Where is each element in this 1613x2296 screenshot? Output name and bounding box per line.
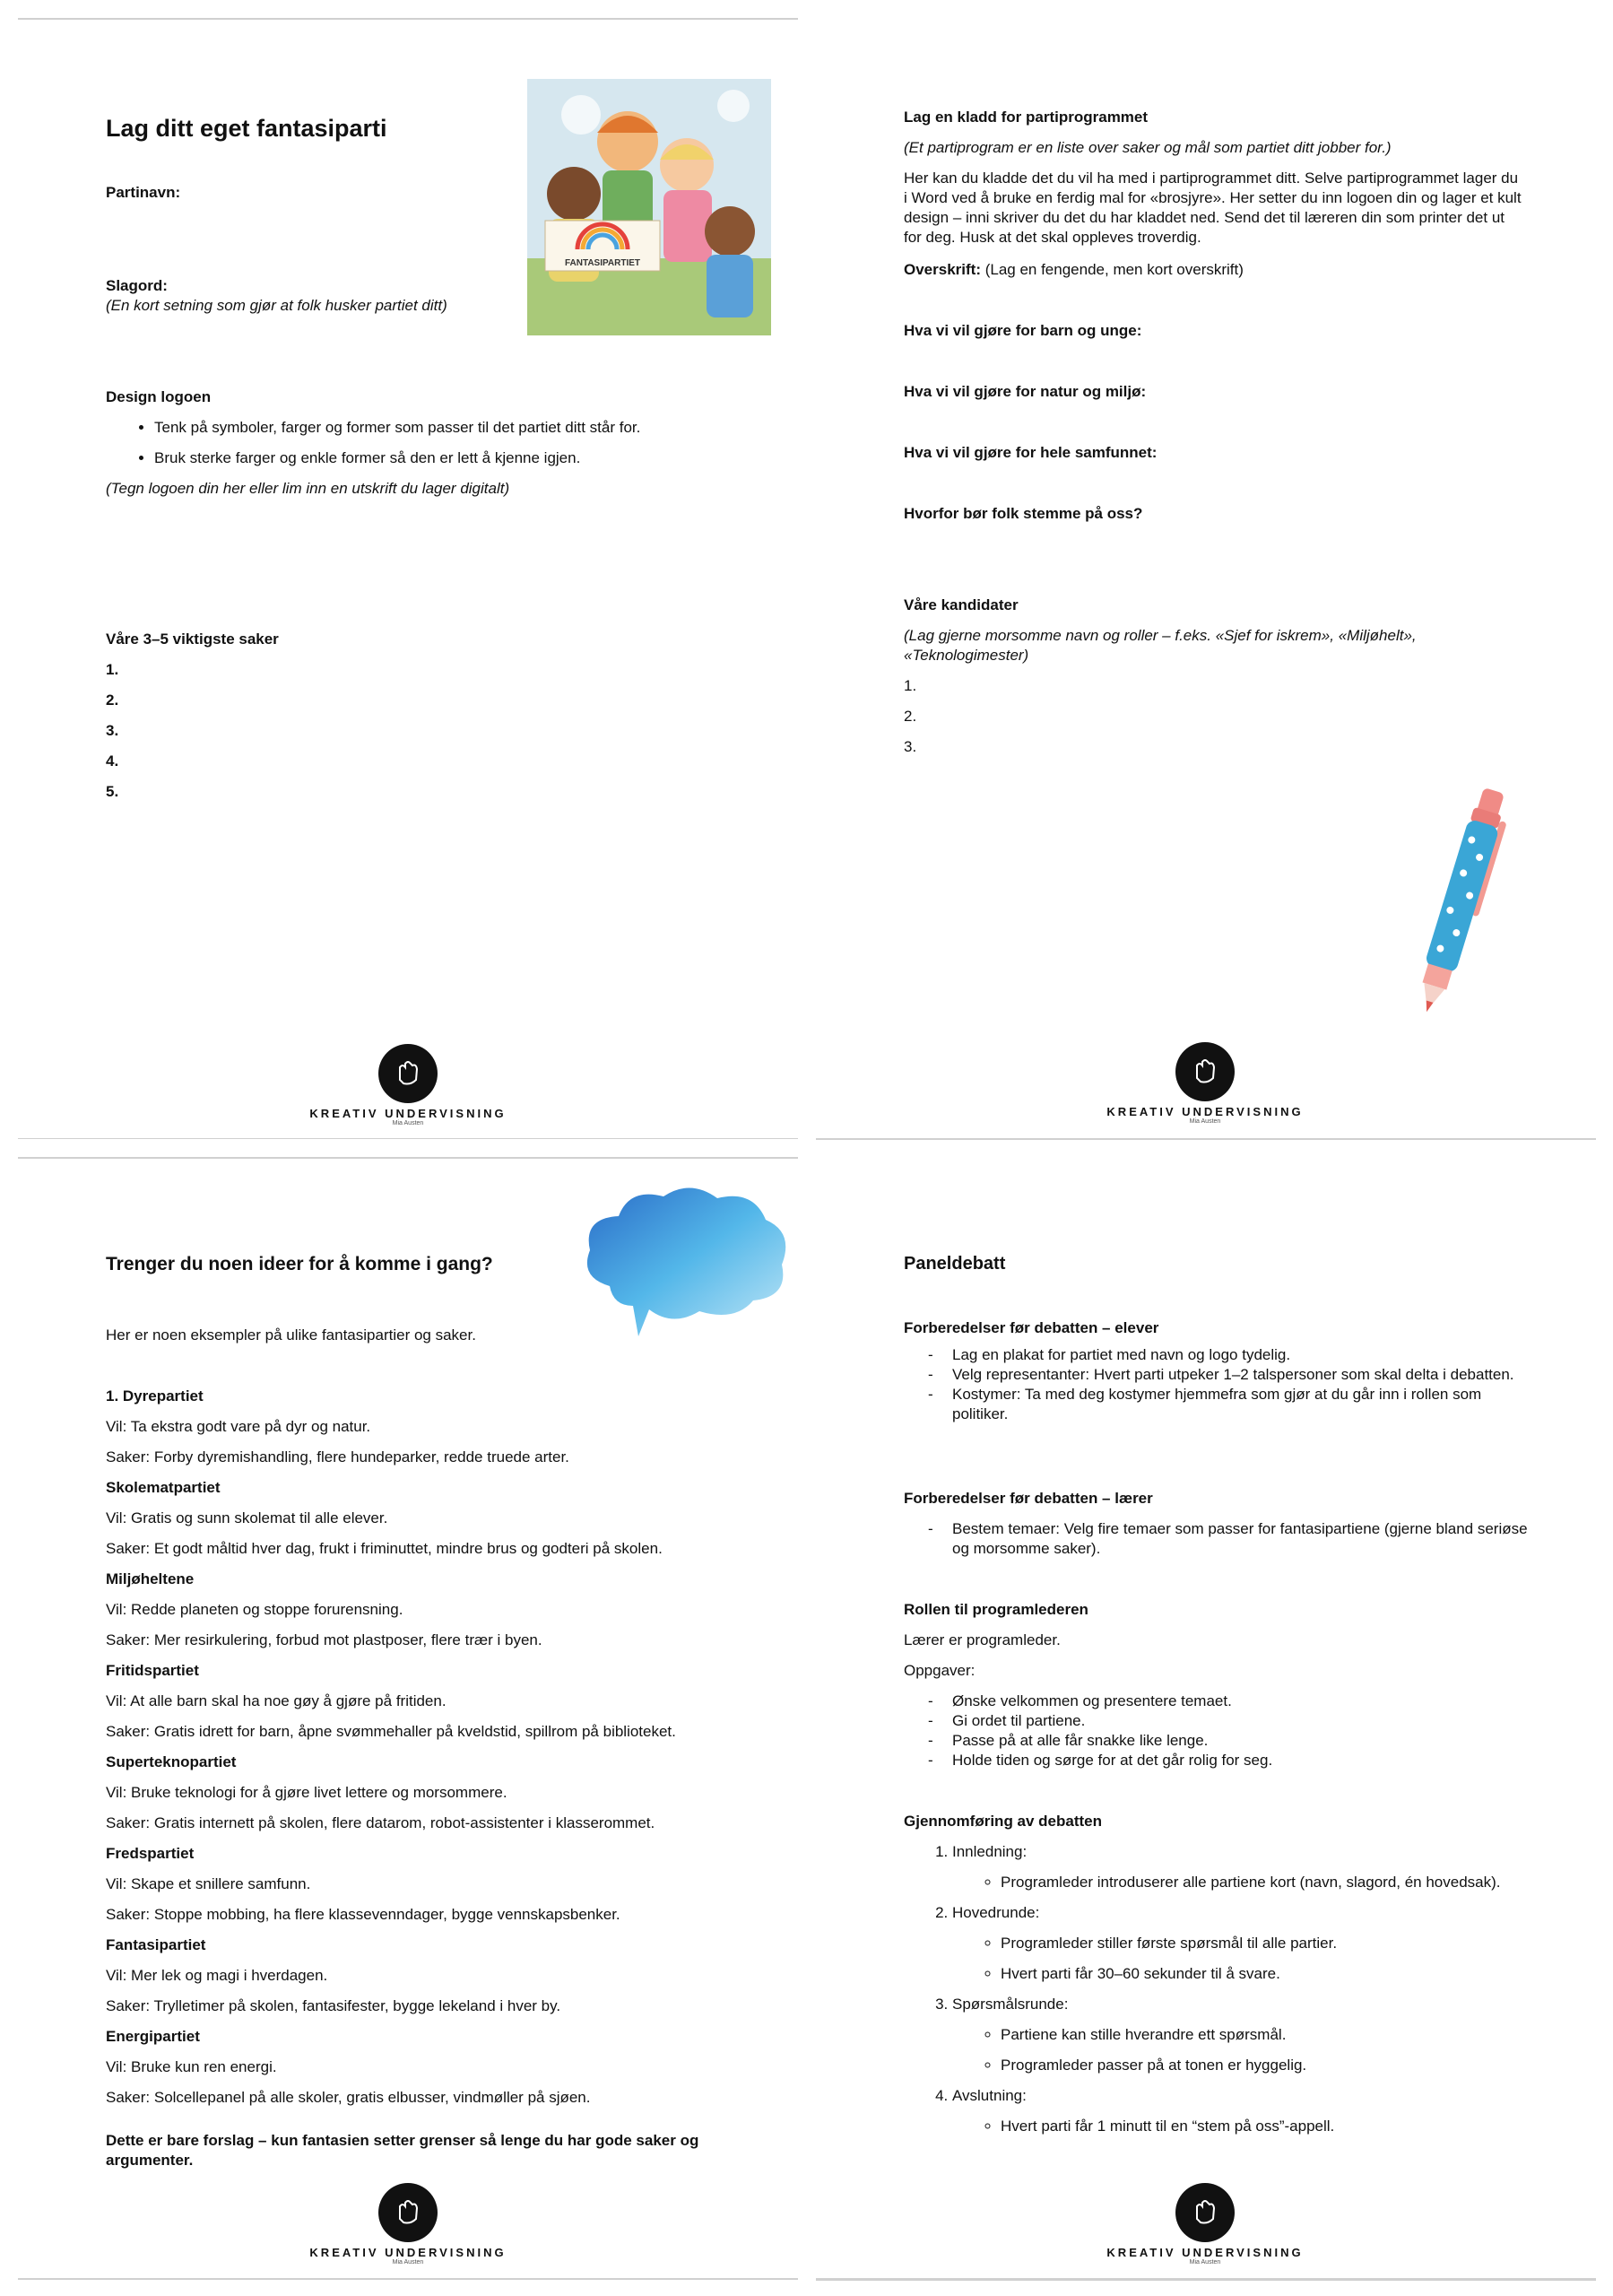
page-title: Paneldebatt <box>904 1254 1006 1274</box>
kandidater-hint: (Lag gjerne morsomme navn og roller – f.eks. «Sjef for iskrem», «Miljøhelt», «Teknologimester) <box>904 627 1417 664</box>
page-divider <box>18 1157 798 1159</box>
party-saker: Saker: Gratis internett på skolen, flere datarom, robot-assistenter i klasserommet. <box>106 1814 655 1831</box>
gjennom-heading: Gjennomføring av debatten <box>904 1813 1103 1830</box>
elever-list <box>906 1345 1535 1424</box>
kandidat-number: 3. <box>904 738 917 755</box>
sub-item: ◦ Programleder stiller første spørsmål til alle partier. <box>1001 1934 1508 1953</box>
saker-heading: Våre 3–5 viktigste saker <box>106 631 279 648</box>
party-name: Energipartiet <box>106 2028 200 2045</box>
brand-sub: Mia Austen <box>392 1120 424 1126</box>
saker-number: 5. <box>106 783 119 800</box>
hand-icon <box>1175 2183 1235 2242</box>
steps-list <box>906 1842 1508 2147</box>
sub-item: ◦ Hvert parti får 30–60 sekunder til å svare. <box>1001 1964 1508 1984</box>
question-natur: Hva vi vil gjøre for natur og miljø: <box>904 383 1147 400</box>
list-item: - Gi ordet til partiene. <box>952 1711 1535 1731</box>
brand-logo <box>1088 1042 1322 1125</box>
party-saker: Saker: Stoppe mobbing, ha flere klassevenndager, bygge vennskapsbenker. <box>106 1906 620 1923</box>
kandidat-number: 2. <box>904 708 917 725</box>
list-item: - Bestem temaer: Velg fire temaer som passer for fantasipartiene (gjerne bland seriøse og morsomme saker). <box>952 1519 1535 1559</box>
brand-sub: Mia Austen <box>1189 1118 1221 1125</box>
partinavn-label: Partinavn: <box>106 184 181 201</box>
page-title: Trenger du noen ideer for å komme i gang? <box>106 1254 493 1274</box>
party-name: Skolematpartiet <box>106 1479 221 1496</box>
party-name: Miljøheltene <box>106 1570 195 1587</box>
question-samfunn: Hva vi vil gjøre for hele samfunnet: <box>904 444 1158 461</box>
party-name: 1. Dyrepartiet <box>106 1387 204 1405</box>
brand-name: KREATIV UNDERVISNING <box>1106 2246 1304 2259</box>
sub-item: ◦ Programleder introduserer alle partiene kort (navn, slagord, én hovedsak). <box>1001 1873 1508 1892</box>
pen-illustration <box>1399 768 1524 1028</box>
list-item: • Bruk sterke farger og enkle former så den er lett å kjenne igjen. <box>154 448 800 468</box>
party-vil: Vil: Bruke kun ren energi. <box>106 2058 277 2075</box>
party-saker: Saker: Et godt måltid hver dag, frukt i friminuttet, mindre brus og godteri på skolen. <box>106 1540 663 1557</box>
overskrift-hint: (Lag en fengende, men kort overskrift) <box>980 261 1244 278</box>
brand-logo <box>291 2183 525 2266</box>
list-item: - Kostymer: Ta med deg kostymer hjemmefra som gjør at du går inn i rollen som politiker. <box>952 1385 1535 1424</box>
list-item <box>952 1903 1508 1984</box>
page-3 <box>18 1161 811 2277</box>
oppgaver-label: Oppgaver: <box>904 1662 976 1679</box>
rolle-heading: Rollen til programlederen <box>904 1601 1088 1618</box>
logo-hint: (Tegn logoen din her eller lim inn en utskrift du lager digitalt) <box>106 480 510 497</box>
party-name: Fredspartiet <box>106 1845 195 1862</box>
brand-name: KREATIV UNDERVISNING <box>309 1107 507 1120</box>
party-saker: Saker: Forby dyremishandling, flere hundeparker, redde truede arter. <box>106 1448 569 1465</box>
overskrift-label: Overskrift: <box>904 261 981 278</box>
draft-subtitle: (Et partiprogram er en liste over saker og mål som partiet ditt jobber for.) <box>904 139 1392 156</box>
party-vil: Vil: Redde planeten og stoppe forurensning. <box>106 1601 403 1618</box>
page-divider <box>816 2278 1596 2281</box>
logo-tips <box>108 418 800 479</box>
brand-sub: Mia Austen <box>392 2259 424 2266</box>
list-item: - Velg representanter: Hvert parti utpeker 1–2 talspersoner som skal delta i debatten. <box>952 1365 1535 1385</box>
saker-number: 1. <box>106 661 119 678</box>
list-item <box>952 1842 1508 1892</box>
oppgaver-list <box>906 1692 1535 1770</box>
list-item: • Tenk på symboler, farger og former som passer til det partiet ditt står for. <box>154 418 800 438</box>
party-vil: Vil: At alle barn skal ha noe gøy å gjøre på fritiden. <box>106 1692 447 1709</box>
party-vil: Vil: Ta ekstra godt vare på dyr og natur. <box>106 1418 371 1435</box>
party-vil: Vil: Mer lek og magi i hverdagen. <box>106 1967 328 1984</box>
sub-item: ◦ Partiene kan stille hverandre ett spørsmål. <box>1001 2025 1508 2045</box>
logo-heading: Design logoen <box>106 388 212 405</box>
overskrift-line <box>904 260 1244 280</box>
brand-name: KREATIV UNDERVISNING <box>309 2246 507 2259</box>
page-title: Lag ditt eget fantasiparti <box>106 115 387 142</box>
sub-item: ◦ Programleder passer på at tonen er hyggelig. <box>1001 2056 1508 2075</box>
party-saker: Saker: Gratis idrett for barn, åpne svømmehaller på kveldstid, spillrom på biblioteket. <box>106 1723 676 1740</box>
slagord-label: Slagord: <box>106 277 168 294</box>
list-item <box>952 2086 1508 2136</box>
sub-item: ◦ Hvert parti får 1 minutt til en “stem på oss”-appell. <box>1001 2117 1508 2136</box>
question-stemme: Hvorfor bør folk stemme på oss? <box>904 505 1143 522</box>
party-saker: Saker: Trylletimer på skolen, fantasifester, bygge lekeland i hver by. <box>106 1997 561 2014</box>
brand-sub: Mia Austen <box>1189 2259 1221 2266</box>
hand-icon <box>1175 1042 1235 1101</box>
step-label: Spørsmålsrunde: <box>952 1996 1069 2013</box>
hand-icon <box>378 1044 438 1103</box>
brand-name: KREATIV UNDERVISNING <box>1106 1105 1304 1118</box>
page-2 <box>816 22 1609 1138</box>
party-name: Fantasipartiet <box>106 1936 206 1953</box>
step-label: Innledning: <box>952 1843 1028 1860</box>
question-barn: Hva vi vil gjøre for barn og unge: <box>904 322 1142 339</box>
list-item: - Holde tiden og sørge for at det går rolig for seg. <box>952 1751 1535 1770</box>
kandidat-number: 1. <box>904 677 917 694</box>
rolle-text: Lærer er programleder. <box>904 1631 1061 1648</box>
party-vil: Vil: Skape et snillere samfunn. <box>106 1875 311 1892</box>
party-name: Fritidspartiet <box>106 1662 199 1679</box>
kids-illustration <box>527 79 771 335</box>
saker-number: 2. <box>106 691 119 709</box>
saker-number: 3. <box>106 722 119 739</box>
brand-logo <box>291 1044 525 1126</box>
party-saker: Saker: Solcellepanel på alle skoler, gratis elbusser, vindmøller på sjøen. <box>106 2089 591 2106</box>
party-vil: Vil: Bruke teknologi for å gjøre livet lettere og morsommere. <box>106 1784 507 1801</box>
page-1 <box>18 22 811 1138</box>
sign-text: FANTASIPARTIET <box>564 258 641 268</box>
larer-heading: Forberedelser før debatten – lærer <box>904 1490 1153 1507</box>
hand-icon <box>378 2183 438 2242</box>
speech-bubble-illustration <box>574 1178 798 1349</box>
closing-note: Dette er bare forslag – kun fantasien setter grenser så lenge du har gode saker og argumenter. <box>106 2132 699 2169</box>
list-item: - Passe på at alle får snakke like lenge. <box>952 1731 1535 1751</box>
step-label: Avslutning: <box>952 2087 1027 2104</box>
page-4 <box>816 1161 1609 2277</box>
list-item <box>952 1995 1508 2075</box>
page-divider <box>18 2278 798 2280</box>
party-examples <box>106 1387 769 2181</box>
saker-number: 4. <box>106 752 119 770</box>
ideas-intro: Her er noen eksempler på ulike fantasipartier og saker. <box>106 1326 476 1344</box>
party-vil: Vil: Gratis og sunn skolemat til alle elever. <box>106 1509 388 1526</box>
brand-logo <box>1088 2183 1322 2266</box>
list-item: - Ønske velkommen og presentere temaet. <box>952 1692 1535 1711</box>
larer-list <box>906 1519 1535 1559</box>
draft-intro: Her kan du kladde det du vil ha med i partiprogrammet ditt. Selve partiprogrammet lager du i Word ved å bruke en ferdig mal for «brosjyre». Her setter du inn logoen din og lager et kult design – inni skriver du det du har kladdet ned. Send det til læreren din som printer det ut for deg. Husk at det skal oppleves troverdig. <box>904 170 1522 246</box>
elever-heading: Forberedelser før debatten – elever <box>904 1319 1159 1336</box>
slagord-hint: (En kort setning som gjør at folk husker partiet ditt) <box>106 297 447 314</box>
party-saker: Saker: Mer resirkulering, forbud mot plastposer, flere trær i byen. <box>106 1631 542 1648</box>
party-name: Superteknopartiet <box>106 1753 237 1770</box>
kandidater-heading: Våre kandidater <box>904 596 1019 613</box>
list-item: - Lag en plakat for partiet med navn og logo tydelig. <box>952 1345 1535 1365</box>
page-divider <box>18 18 798 20</box>
step-label: Hovedrunde: <box>952 1904 1040 1921</box>
draft-heading: Lag en kladd for partiprogrammet <box>904 109 1149 126</box>
